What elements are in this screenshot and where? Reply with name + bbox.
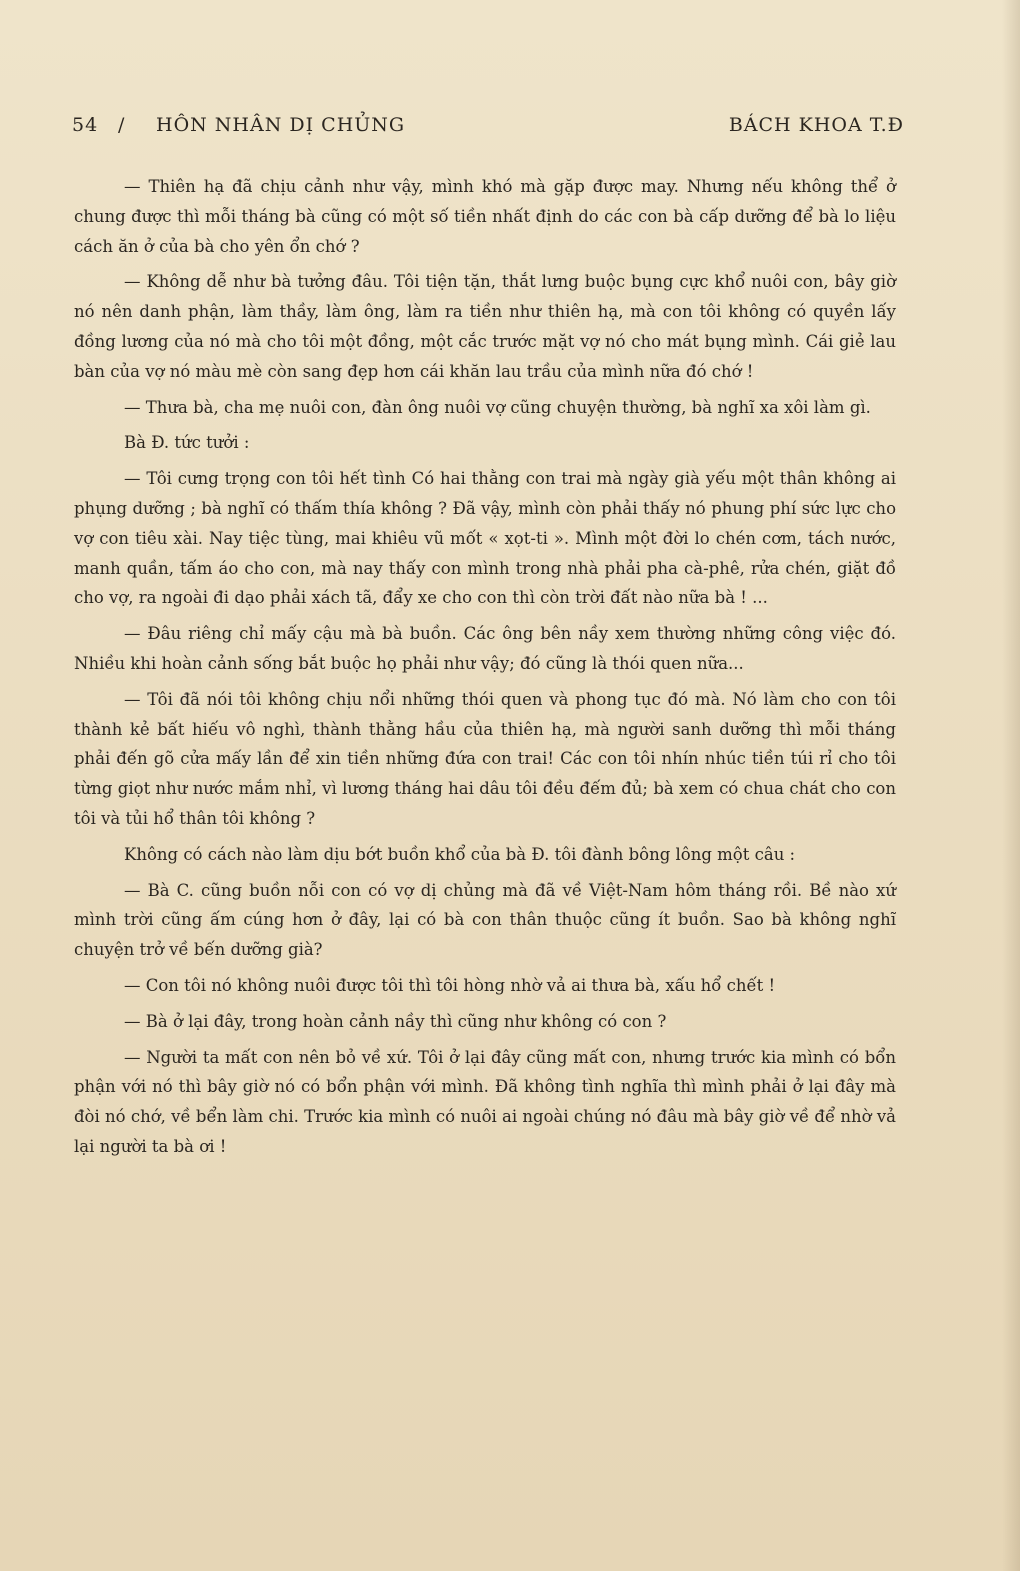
paragraph: — Bà C. cũng buồn nỗi con có vợ dị chủng mà đã về Việt-Nam hôm tháng rồi. Bề nào xứ mình trời cũng ấm cúng hơn ở đây, lại có bà con thân thuộc cũng ít buồn. Sao bà không nghĩ chuyện trở về bến dưỡng già? xyxy=(74,880,896,960)
header-separator: / xyxy=(118,114,126,136)
series-title: BÁCH KHOA T.Đ xyxy=(728,114,904,136)
paragraph: Bà Đ. tức tưởi : xyxy=(124,433,250,453)
paragraph: — Tôi đã nói tôi không chịu nổi những thói quen và phong tục đó mà. Nó làm cho con tôi thành kẻ bất hiếu vô nghì, thành thằng hầu của thiên hạ, mà người sanh dưỡng thì mỗi tháng phải đến gõ cửa mấy lần để xin tiền những đứa con trai! Các con tôi nhín nhúc tiền túi rỉ cho tôi từng giọt như nước mắm nhỉ, vì lương tháng hai dâu tôi đều đếm đủ; bà xem có chua chát cho con tôi và tủi hổ thân tôi không ? xyxy=(74,689,896,828)
body-text xyxy=(74,172,896,1168)
paragraph: — Bà ở lại đây, trong hoàn cảnh nầy thì cũng như không có con ? xyxy=(124,1011,667,1031)
page-number: 54 xyxy=(72,114,99,136)
page-edge-shadow xyxy=(1002,0,1020,1571)
paragraph: — Con tôi nó không nuôi được tôi thì tôi hòng nhờ vả ai thưa bà, xấu hổ chết ! xyxy=(124,975,776,995)
paragraph: — Không dễ như bà tưởng đâu. Tôi tiện tặn, thắt lưng buộc bụng cực khổ nuôi con, bây giờ nó nên danh phận, làm thầy, làm ông, làm ra tiền như thiên hạ, mà con tôi không có quyền lấy đồng lương của nó mà cho tôi một đồng, một cắc trước mặt vợ nó cho mát bụng mình. Cái giẻ lau bàn của vợ nó màu mè còn sang đẹp hơn cái khăn lau trầu của mình nữa đó chớ ! xyxy=(74,272,896,381)
paragraph: — Đâu riêng chỉ mấy cậu mà bà buồn. Các ông bên nầy xem thường những công việc đó. Nhiều khi hoàn cảnh sống bắt buộc họ phải như vậy; đó cũng là thói quen nữa... xyxy=(74,624,896,673)
paragraph: — Thưa bà, cha mẹ nuôi con, đàn ông nuôi vợ cũng chuyện thường, bà nghĩ xa xôi làm gì. xyxy=(124,397,871,417)
paragraph: — Người ta mất con nên bỏ về xứ. Tôi ở lại đây cũng mất con, nhưng trước kia mình có bổn phận với nó thì bây giờ nó có bổn phận với mình. Đã không tình nghĩa thì mình phải ở lại đây mà đòi nó chớ, về bển làm chi. Trước kia mình có nuôi ai ngoài chúng nó đâu mà bây giờ về để nhờ vả lại người ta bà ơi ! xyxy=(74,1047,896,1156)
paragraph: Không có cách nào làm dịu bớt buồn khổ của bà Đ. tôi đành bông lông một câu : xyxy=(124,844,796,864)
running-header xyxy=(72,114,904,144)
paragraph: — Tôi cưng trọng con tôi hết tình Có hai thằng con trai mà ngày già yếu một thân không ai phụng dưỡng ; bà nghĩ có thấm thía không ? Đã vậy, mình còn phải thấy nó phung phí sức lực cho vợ con tiêu xài. Nay tiệc tùng, mai khiêu vũ mốt « xọt-ti ». Mình một đời lo chén cơm, tách nước, manh quần, tấm áo cho con, mà nay thấy con mình trong nhà phải pha cà-phê, rửa chén, giặt đồ cho vợ, ra ngoài đi dạo phải xách tã, đẩy xe cho con thì còn trời đất nào nữa bà ! ... xyxy=(74,469,896,608)
running-title: HÔN NHÂN DỊ CHỦNG xyxy=(156,114,406,136)
paragraph: — Thiên hạ đã chịu cảnh như vậy, mình khó mà gặp được may. Nhưng nếu không thể ở chung được thì mỗi tháng bà cũng có một số tiền nhất định do các con bà cấp dưỡng để bà lo liệu cách ăn ở của bà cho yên ổn chớ ? xyxy=(74,177,896,256)
